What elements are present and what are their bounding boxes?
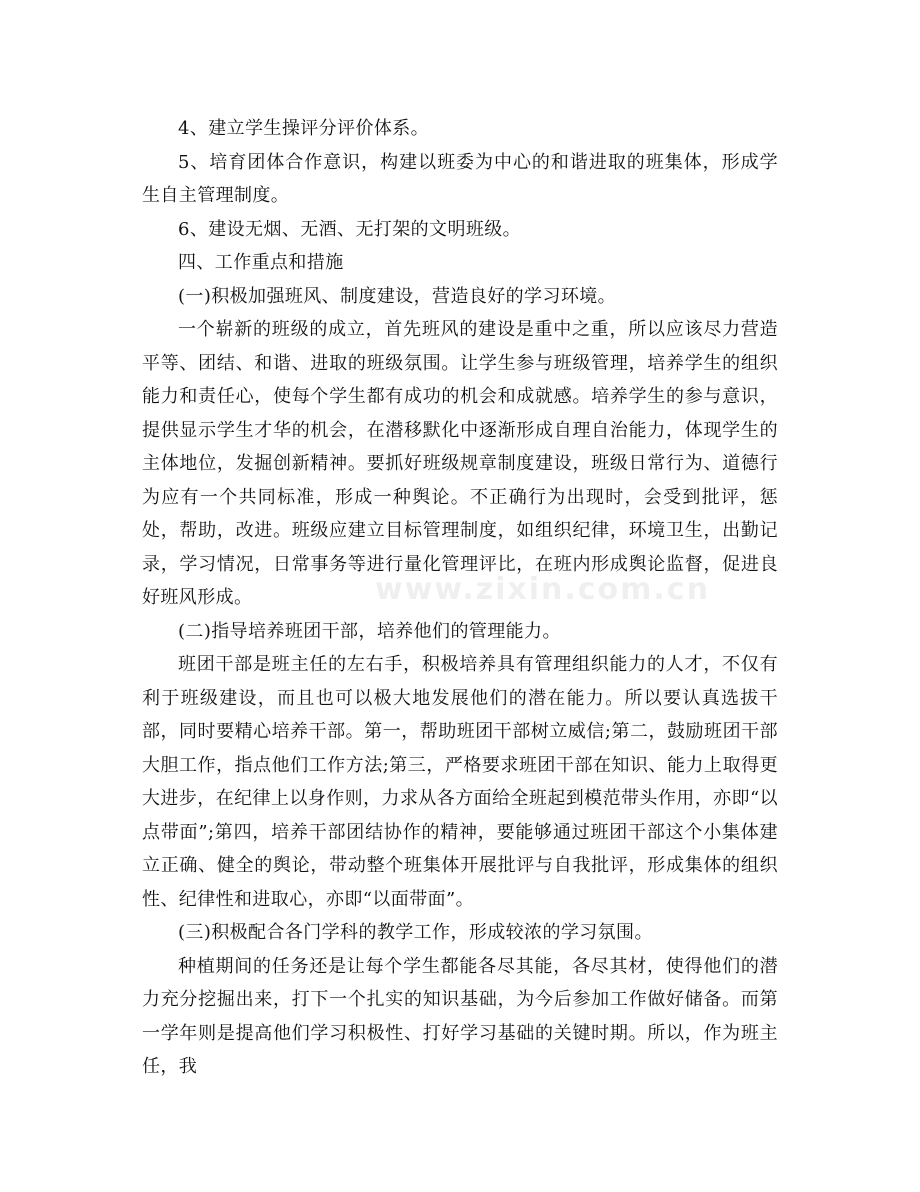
paragraph-goal-4: 4、建立学生操评分评价体系。 <box>178 118 430 139</box>
paragraph-goal-5: 5、培育团体合作意识，构建以班委为中心的和谐进取的班集体，形成学生自主管理制度。 <box>142 151 778 206</box>
watermark: www.zixin.com.cn <box>375 572 710 607</box>
subheading-3: (三)积极配合各门学科的教学工作，形成较浓的学习氛围。 <box>178 922 653 943</box>
paragraph-class-cadres: 班团干部是班主任的左右手，积极培养具有管理组织能力的人才，不仅有利于班级建设，而且也可以极大地发展他们的潜在能力。所以要认真选拔干部，同时要精心培养干部。第一，帮助班团干部树立威信;第二，鼓励班团干部大胆工作，指点他们工作方法;第三，严格要求班团干部在知识、能力上取得更大进步，在纪律上以身作则，力求从各方面给全班起到模范带头作用，亦即“以点带面”;第四，培养干部团结协作的精神，要能够通过班团干部这个小集体建立正确、健全的舆论，带动整个班集体开展批评与自我批评，形成集体的组织性、纪律性和进取心，亦即“以面带面”。 <box>142 654 778 910</box>
subheading-2: (二)指导培养班团干部，培养他们的管理能力。 <box>178 620 561 642</box>
section-heading-4: 四、工作重点和措施 <box>178 252 344 273</box>
subheading-1: (一)积极加强班风、制度建设，营造良好的学习环境。 <box>178 285 617 307</box>
paragraph-class-style: 一个崭新的班级的成立，首先班风的建设是重中之重，所以应该尽力营造平等、团结、和谐、进取的班级氛围。让学生参与班级管理，培养学生的组织能力和责任心，使每个学生都有成功的机会和成就感。培养学生的参与意识，提供显示学生才华的机会，在潜移默化中逐渐形成自理自治能力，体现学生的主体地位，发掘创新精神。要抓好班级规章制度建设，班级日常行为、道德行为应有一个共同标准，形成一种舆论。不正确行为出现时，会受到批评，惩处，帮助，改进。班级应建立目标管理制度，如组织纪律，环境卫生，出勤记录，学习情况，日常事务等进行量化管理评比，在班内形成舆论监督，促进良好班风形成。 <box>142 319 778 608</box>
paragraph-goal-6: 6、建设无烟、无酒、无打架的文明班级。 <box>178 218 522 240</box>
document-body <box>142 112 778 1084</box>
paragraph-learning: 种植期间的任务还是让每个学生都能各尽其能，各尽其材，使得他们的潜力充分挖掘出来，打下一个扎实的知识基础，为今后参加工作做好储备。而第一学年则是提高他们学习积极性、打好学习基础的关键时期。所以，作为班主任，我 <box>142 955 778 1077</box>
